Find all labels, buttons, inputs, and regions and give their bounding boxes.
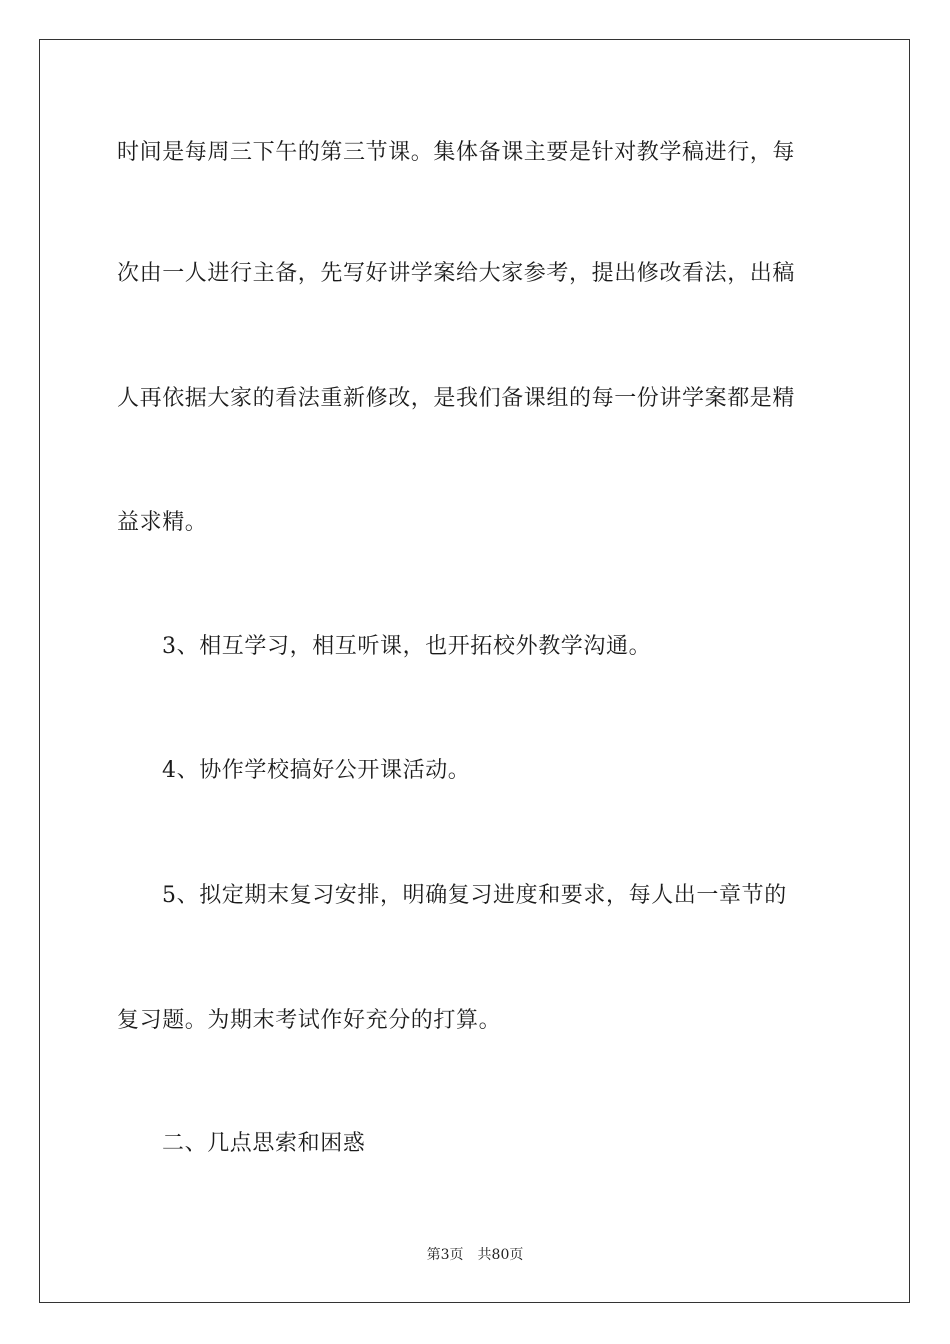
list-item-5-continued: 复习题。为期末考试作好充分的打算。 [117, 1008, 502, 1033]
page-footer [0, 1245, 950, 1265]
page-frame [39, 39, 910, 1303]
page-total: 共80页 [477, 1247, 524, 1263]
paragraph-line-4: 益求精。 [117, 510, 208, 535]
paragraph-line-2: 次由一人进行主备，先写好讲学案给大家参考，提出修改看法，出稿 [117, 261, 796, 286]
page-number: 第3页 [426, 1247, 464, 1263]
list-item-3: 3、相互学习，相互听课，也开拓校外教学沟通。 [162, 634, 652, 659]
list-item-5: 5、拟定期末复习安排，明确复习进度和要求，每人出一章节的 [162, 883, 787, 908]
paragraph-line-3: 人再依据大家的看法重新修改，是我们备课组的每一份讲学案都是精 [117, 386, 796, 411]
section-heading: 二、几点思索和困惑 [162, 1131, 366, 1156]
paragraph-line-1: 时间是每周三下午的第三节课。集体备课主要是针对教学稿进行，每 [117, 140, 796, 165]
list-item-4: 4、协作学校搞好公开课活动。 [162, 758, 471, 783]
